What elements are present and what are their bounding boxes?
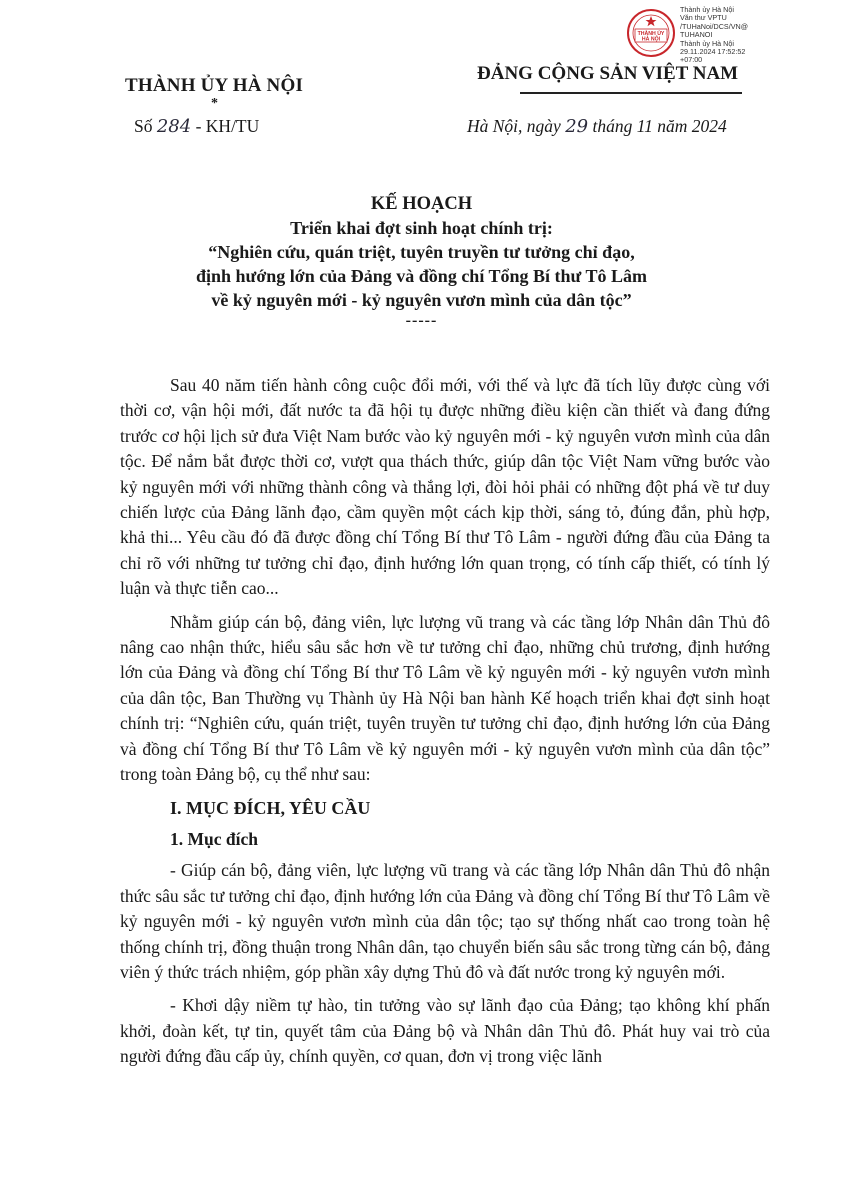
body-paragraph: - Khơi dậy niềm tự hào, tin tưởng vào sự lãnh đạo của Đảng; tạo không khí phấn khởi, đoàn kết, tự tin, quyết tâm của Đảng bộ và Nhân dân Thủ đô. Phát huy vai trò của người đứng đầu cấp ủy, chính quyền, cơ quan, đơn vị trong việc lãnh [120,995,770,1067]
red-seal-icon [626,8,676,58]
title-line: về kỷ nguyên mới - kỷ nguyên vươn mình của dân tộc” [211,290,632,310]
title-line: Triển khai đợt sinh hoạt chính trị: [290,218,553,238]
digital-signature-info [680,6,840,65]
issuing-organization: THÀNH ỦY HÀ NỘI [125,75,304,96]
place-and-date [467,116,727,137]
title-line: “Nghiên cứu, quán triệt, tuyên truyền tư tưởng chỉ đạo, [208,242,635,262]
signature-line: Thành ủy Hà Nội [680,38,734,48]
doc-number-prefix: Số [134,116,157,136]
doc-number-suffix: - KH/TU [191,116,260,136]
body-paragraph: Nhằm giúp cán bộ, đảng viên, lực lượng vũ trang và các tầng lớp Nhân dân Thủ đô nâng cao nhận thức, hiểu sâu sắc hơn về tư tưởng chỉ đạo, những chủ trương, định hướng lớn của Đảng và đồng chí Tổng Bí thư Tô Lâm về kỷ nguyên mới - kỷ nguyên vươn mình của dân tộc, Ban Thường vụ Thành ủy Hà Nội ban hành Kế hoạch triển khai đợt sinh hoạt chính trị: “Nghiên cứu, quán triệt, tuyên truyền tư tưởng chỉ đạo, định hướng lớn của Đảng và đồng chí Tổng Bí thư Tô Lâm về kỷ nguyên mới - kỷ nguyên vươn mình của dân tộc” trong toàn Đảng bộ, cụ thể như sau: [120,611,770,785]
document-body [120,373,770,1078]
party-name: ĐẢNG CỘNG SẢN VIỆT NAM [477,63,739,84]
svg-text:THÀNH ỦY: THÀNH ỦY [637,31,665,37]
section-heading: I. MỤC ĐÍCH, YÊU CẦU [170,797,371,818]
subsection-heading: 1. Mục đích [170,828,258,849]
title-separator: ----- [405,312,438,329]
digital-signature-seal [626,8,676,58]
date-day: 29 [565,116,589,137]
party-underline [520,92,742,94]
signature-line: 29.11.2024 17:52:52 [680,47,746,57]
svg-text:HÀ NỘI: HÀ NỘI [641,36,661,43]
title-line: định hướng lớn của Đảng và đồng chí Tổng Bí thư Tô Lâm [195,266,648,286]
signature-line: /TUHaNoi/DCS/VN@ [680,21,749,31]
place-suffix: tháng 11 năm 2024 [588,116,727,136]
body-paragraph: Sau 40 năm tiến hành công cuộc đổi mới, với thế và lực đã tích lũy được cùng với thời cơ, vận hội mới, đất nước ta đã hội tụ được những điều kiện cần thiết và đang đứng trước cơ hội lịch sử đưa Việt Nam bước vào kỷ nguyên mới - kỷ nguyên vươn mình của dân tộc. Để nắm bắt được thời cơ, vượt qua thách thức, giúp dân tộc Việt Nam vững bước vào kỷ nguyên mới với những thành công và thắng lợi, đòi hỏi phải có những đột phá về tư duy chiến lược của Đảng lãnh đạo, cầm quyền một cách kịp thời, sáng tỏ, đúng đắn, phù hợp, khả thi... Yêu cầu đó đã được đồng chí Tổng Bí thư Tô Lâm - người đứng đầu của Đảng ta chỉ rõ với những tư tưởng chỉ đạo, định hướng lớn quan trọng, có tính cấp thiết, có tính lý luận và thực tiễn cao... [120,375,770,599]
document-number [134,116,259,137]
signature-line: +07:00 [680,55,703,65]
signature-line: Thành ủy Hà Nội [680,5,734,14]
place-prefix: Hà Nội, ngày [467,116,566,136]
body-paragraph: - Giúp cán bộ, đảng viên, lực lượng vũ trang và các tầng lớp Nhân dân Thủ đô nhận thức sâu sắc tư tưởng chỉ đạo, định hướng lớn của Đảng và đồng chí Tổng Bí thư Tô Lâm về kỷ nguyên mới - kỷ nguyên vươn mình của dân tộc; tạo sự thống nhất cao trong toàn hệ thống chính trị, đồng thuận trong Nhân dân, tạo chuyển biến sâu sắc trong từng cán bộ, đảng viên ý thức trách nhiệm, góp phần xây dựng Thủ đô và đất nước trong kỷ nguyên mới. [120,860,770,982]
doc-number-value: 284 [156,116,192,137]
document-title [0,192,843,330]
document-type: KẾ HOẠCH [370,194,473,214]
signature-line: Văn thư VPTU [680,13,727,23]
star-mark: * [211,96,218,111]
signature-line: TUHANOI [680,30,713,40]
